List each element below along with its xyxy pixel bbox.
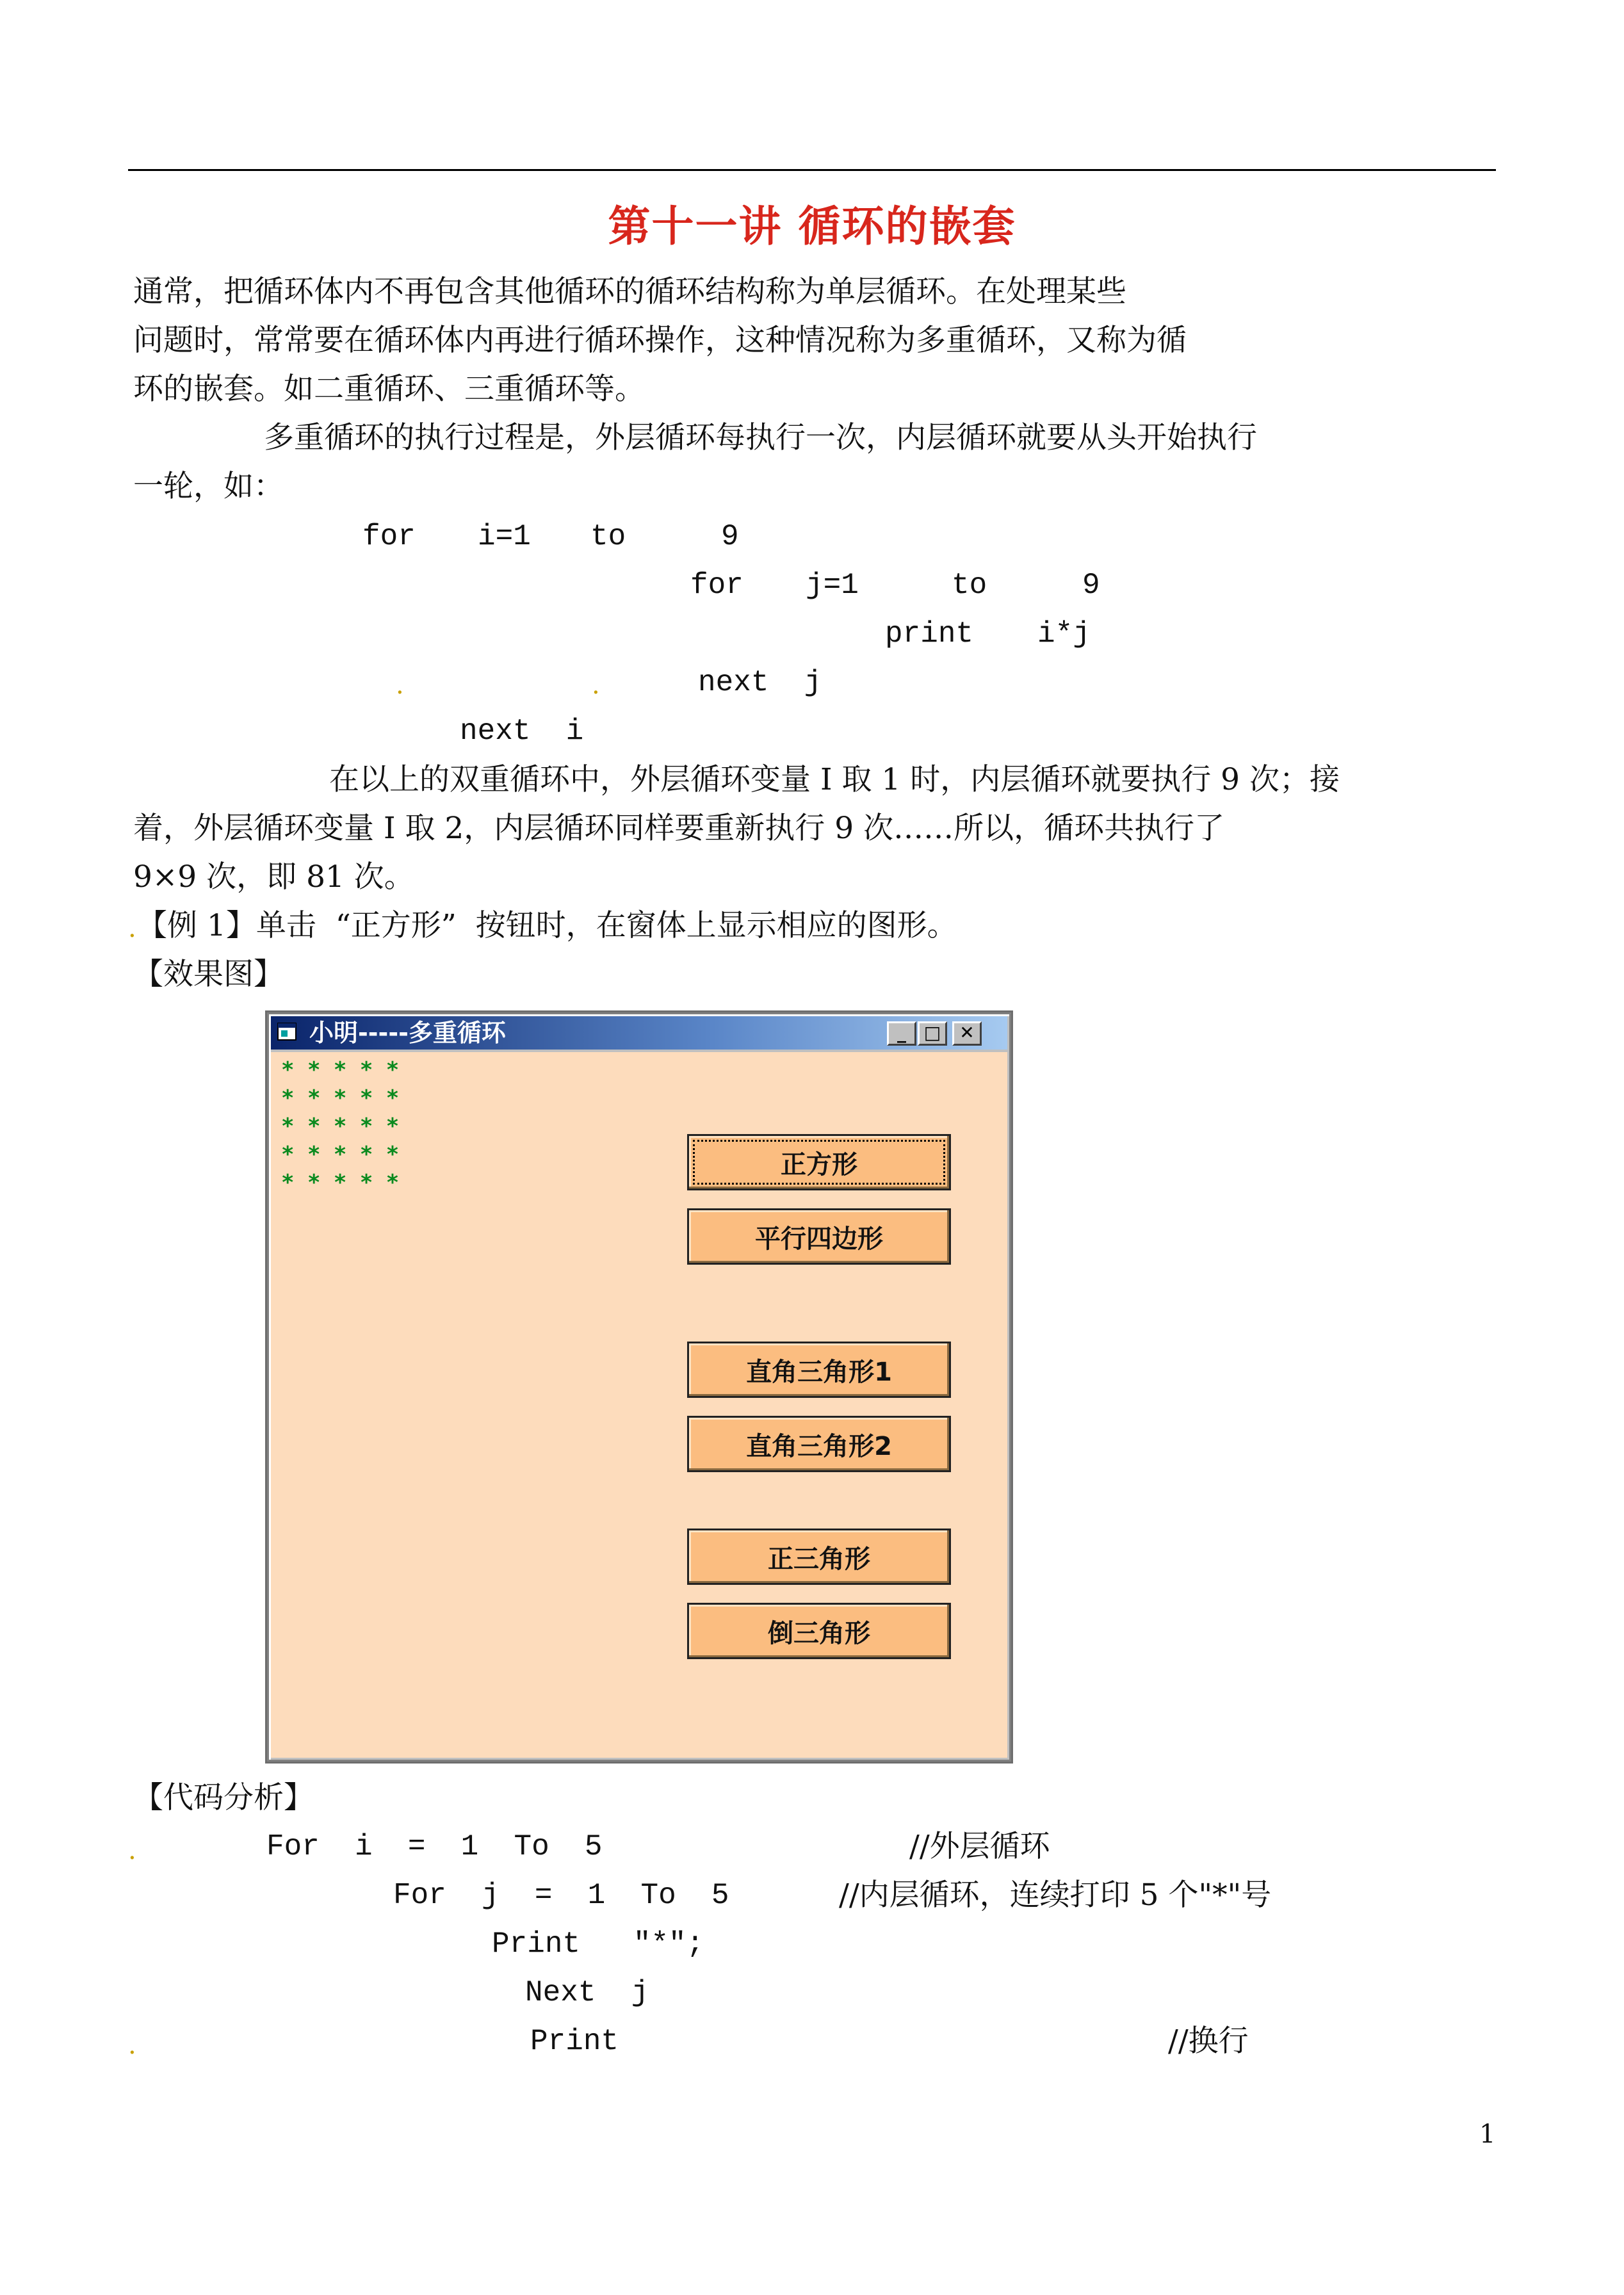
star-row: * * * * *	[281, 1057, 400, 1083]
parallelogram-button[interactable]: 平行四边形	[687, 1208, 951, 1265]
code-token: next j	[698, 666, 822, 699]
paragraph-line: 一轮，如：	[133, 469, 284, 504]
star-output	[281, 1056, 399, 1197]
code-line: For i = 1 To 5	[266, 1830, 603, 1863]
code-token: 9	[721, 520, 739, 553]
paragraph-line: 多重循环的执行过程是，外层循环每执行一次，内层循环就要从头开始执行	[264, 420, 1257, 455]
yellow-dot: .	[592, 670, 600, 700]
code-token: print	[885, 617, 974, 651]
example-line: 【例 1】单击 “正方形” 按钮时，在窗体上显示相应的图形。	[137, 908, 957, 943]
star-row: * * * * *	[281, 1085, 400, 1111]
form-client-area	[271, 1052, 1007, 1758]
page-number: 1	[1479, 2120, 1496, 2149]
yellow-dot: .	[128, 1836, 136, 1865]
minimize-button[interactable]: _	[887, 1021, 916, 1046]
code-token: for	[690, 569, 743, 602]
code-line: For j = 1 To 5	[393, 1879, 729, 1912]
inverted-triangle-button[interactable]: 倒三角形	[687, 1603, 951, 1659]
code-token: next i	[460, 715, 584, 748]
star-row: * * * * *	[281, 1114, 400, 1139]
effect-heading: 【效果图】	[133, 957, 284, 992]
square-button[interactable]: 正方形	[687, 1134, 951, 1190]
yellow-dot: .	[128, 914, 136, 943]
paragraph-line: 9×9 次，即 81 次。	[133, 859, 414, 895]
page-title: 第十一讲 循环的嵌套	[608, 201, 1016, 251]
code-token: j=1	[806, 569, 859, 602]
app-icon	[277, 1023, 296, 1041]
window-title: 小明-----多重循环	[309, 1019, 506, 1047]
code-token: i=1	[478, 520, 531, 553]
paragraph-line: 着，外层循环变量 I 取 2，内层循环同样要重新执行 9 次……所以，循环共执行了	[133, 811, 1225, 846]
code-comment: //换行	[1168, 2023, 1249, 2059]
code-line: Print	[530, 2025, 619, 2058]
paragraph-line: 在以上的双重循环中，外层循环变量 I 取 1 时，内层循环就要执行 9 次；接	[329, 762, 1340, 797]
code-heading: 【代码分析】	[133, 1780, 314, 1815]
window-titlebar	[271, 1016, 1007, 1050]
code-token: i*j	[1037, 617, 1091, 651]
code-token: 9	[1082, 569, 1100, 602]
code-comment: //内层循环，连续打印 5 个"*"号	[839, 1877, 1272, 1913]
code-line: Next j	[525, 1976, 649, 2009]
paragraph-line: 环的嵌套。如二重循环、三重循环等。	[133, 371, 645, 407]
code-line: Print "*";	[492, 1927, 704, 1961]
maximize-button[interactable]: □	[918, 1021, 947, 1046]
star-row: * * * * *	[281, 1170, 400, 1196]
star-row: * * * * *	[281, 1142, 400, 1167]
paragraph-line: 通常，把循环体内不再包含其他循环的循环结构称为单层循环。在处理某些	[133, 274, 1126, 309]
header-rule	[128, 169, 1496, 171]
app-window-screenshot	[265, 1010, 1013, 1764]
yellow-dot: .	[128, 2031, 136, 2060]
paragraph-line: 问题时，常常要在循环体内再进行循环操作，这种情况称为多重循环，又称为循	[133, 323, 1187, 358]
right-triangle-2-button[interactable]: 直角三角形2	[687, 1416, 951, 1472]
code-comment: //外层循环	[909, 1829, 1050, 1864]
code-token: to	[952, 569, 987, 602]
close-button[interactable]: ✕	[952, 1021, 982, 1046]
code-token: to	[590, 520, 626, 553]
triangle-button[interactable]: 正三角形	[687, 1529, 951, 1585]
right-triangle-1-button[interactable]: 直角三角形1	[687, 1342, 951, 1398]
yellow-dot: .	[396, 670, 404, 700]
code-token: for	[362, 520, 416, 553]
